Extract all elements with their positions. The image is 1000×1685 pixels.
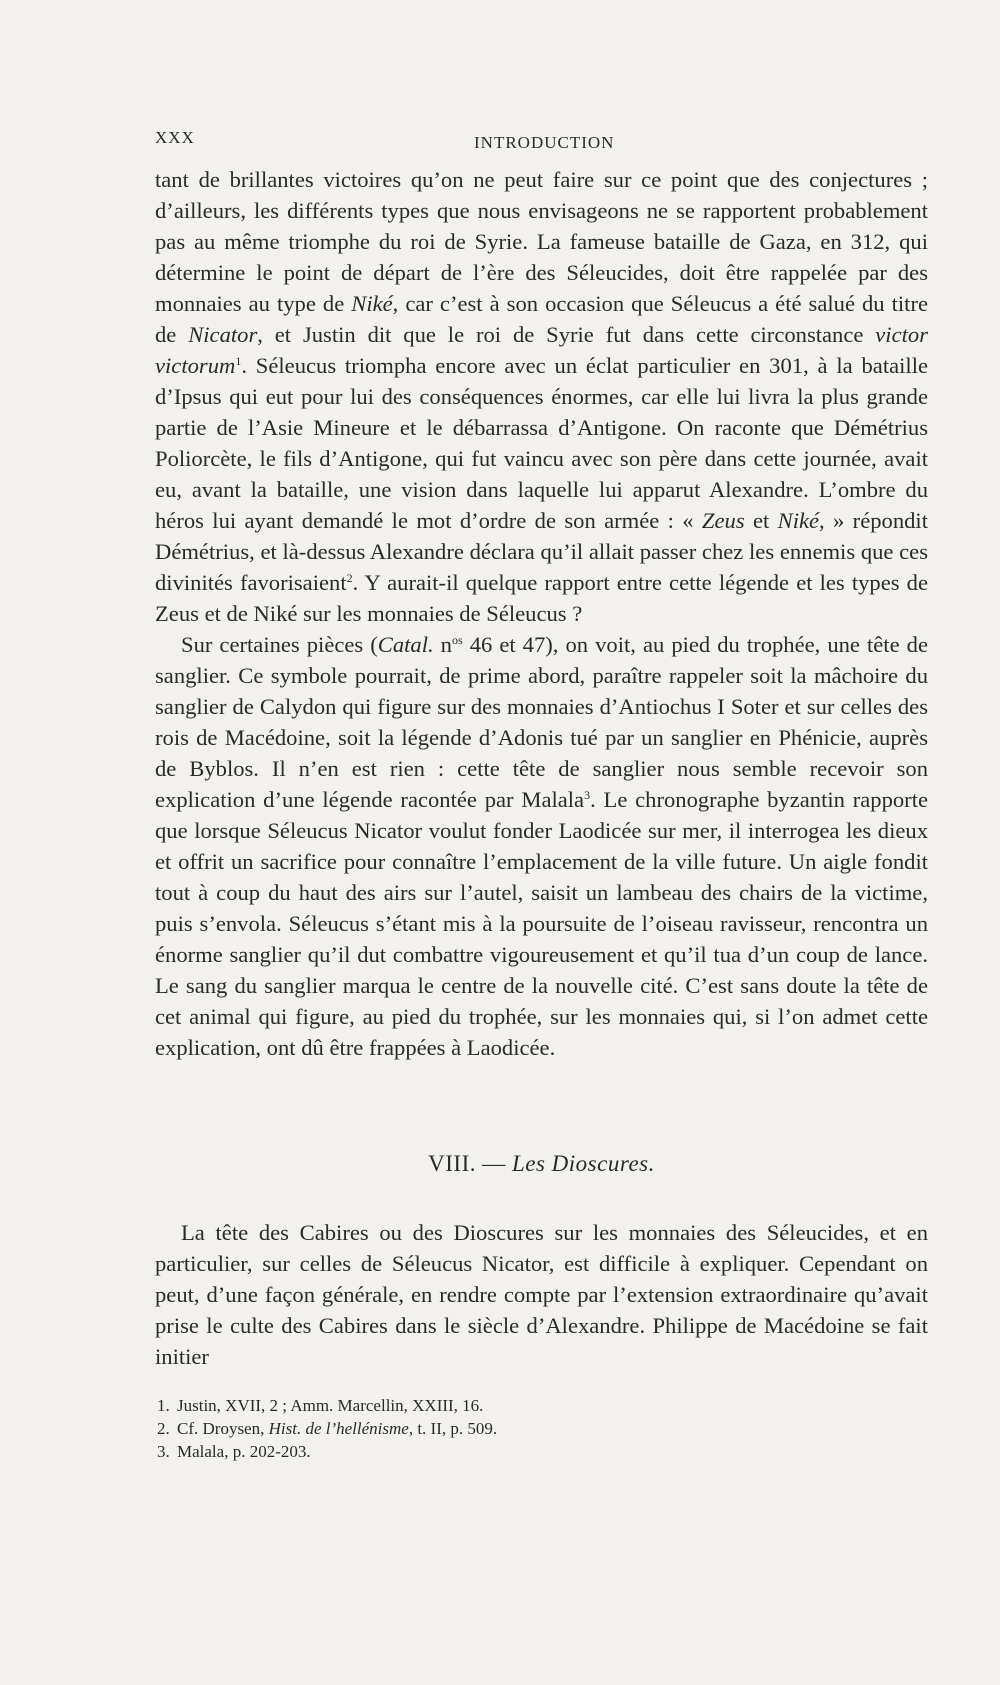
italic-term: Niké bbox=[351, 291, 393, 316]
footnote-number: 2. bbox=[157, 1419, 170, 1438]
footnote-ref-2[interactable]: 2 bbox=[346, 571, 353, 585]
italic-term: Nicator bbox=[188, 322, 258, 347]
footnote-text: Cf. Droysen, bbox=[177, 1419, 269, 1438]
footnote-ref-1[interactable]: 1 bbox=[235, 354, 242, 368]
paragraph-3: La tête des Cabires ou des Dioscures sur les monnaies des Séleucides, et en particulier, sur celles de Séleucus Nicator, est difficile à expliquer. Cependant on peut, d’une façon générale, en rendre compte par l’extension extraordinaire qu’avait prise le culte des Cabires dans le siècle d’Alexandre. Philippe de Macédoine se fait initier bbox=[155, 1220, 928, 1369]
paragraph-1 bbox=[155, 164, 928, 629]
running-head: INTRODUCTION bbox=[474, 133, 615, 152]
text-span: et bbox=[744, 508, 778, 533]
text-span: 46 et 47), on voit, au pied du trophée, une tête de sanglier. Ce symbole pourrait, de prime abord, paraître rappeler soit la mâchoire du sanglier de Calydon qui figure sur des monnaies d’Antiochus I Soter et sur celles des rois de Macédoine, soit la légende d’Adonis tué par un sanglier en Phénicie, auprès de Byblos. Il n’en est rien : cette tête de sanglier nous semble recevoir son explication d’une légende racontée par Malala bbox=[155, 632, 928, 812]
footnotes bbox=[155, 1394, 928, 1463]
footnote-text: , t. II, p. 509. bbox=[408, 1419, 498, 1438]
footnote-number: 3. bbox=[157, 1442, 170, 1461]
text-span: , et Justin dit que le roi de Syrie fut dans cette circonstance bbox=[257, 322, 876, 347]
footnote-number: 1. bbox=[157, 1396, 170, 1415]
paragraph-2 bbox=[155, 629, 928, 1063]
superscript: os bbox=[451, 633, 463, 647]
section-number: VIII. — bbox=[428, 1151, 512, 1176]
text-span: , car c’est à son occasion que Séleucus a été salué du titre de bbox=[155, 291, 928, 347]
text-span: . Le chronographe byzantin rapporte que lorsque Séleucus Nicator voulut fonder Laodicée sur mer, il interrogea les dieux et offrit un sacrifice pour connaître l’emplacement de la ville future. Un aigle fondit tout à coup du haut des airs sur l’autel, saisit un lambeau des chairs de la victime, puis s’envola. Séleucus s’étant mis à la poursuite de l’oiseau ravisseur, rencontra un énorme sanglier qu’il dut combattre vigoureusement et qu’il tua d’un coup de lance. Le sang du sanglier marqua le centre de la nouvelle cité. C’est sans doute la tête de cet animal qui figure, au pied du trophée, sur les monnaies qui, si l’on admet cette explication, ont dû être frappées à Laodicée. bbox=[155, 787, 928, 1060]
text-span: tant de brillantes victoires qu’on ne peut faire sur ce point que des conjectures ; d’ailleurs, les différents types que nous envisageons ne se rapportent probablement pas au même triomphe du roi de Syrie. La fameuse bataille de Gaza, en 312, qui détermine le point de départ de l’ère des Séleucides, doit être rappelée par des monnaies au type de bbox=[155, 167, 928, 316]
text-span: n bbox=[433, 632, 452, 657]
page-header bbox=[155, 128, 928, 158]
italic-term: Zeus bbox=[701, 508, 745, 533]
footnote-italic: Hist. de l’hellénisme bbox=[268, 1419, 409, 1438]
footnote-2 bbox=[157, 1417, 928, 1440]
section-title: Les Dioscures. bbox=[511, 1151, 655, 1176]
italic-term: Catal. bbox=[377, 632, 434, 657]
footnote-3 bbox=[157, 1440, 928, 1463]
page-number: XXX bbox=[155, 128, 195, 147]
text-span: , » répondit Démétrius, et là-dessus Alexandre déclara qu’il allait passer chez les ennemis que ces divinités favorisaient bbox=[155, 508, 928, 595]
footnote-1 bbox=[157, 1394, 928, 1417]
italic-term: Niké bbox=[777, 508, 820, 533]
section-heading bbox=[155, 1151, 928, 1177]
text-span: . Y aurait-il quelque rapport entre cette légende et les types de Zeus et de Niké sur les monnaies de Séleucus ? bbox=[155, 570, 928, 626]
text-span: . Séleucus triompha encore avec un éclat particulier en 301, à la bataille d’Ipsus qui eut pour lui des conséquences énormes, car elle lui livra la plus grande partie de l’Asie Mineure et le débarrassa d’Antigone. On raconte que Démétrius Poliorcète, le fils d’Antigone, qui fut vaincu avec son père dans cette journée, avait eu, avant la bataille, une vision dans laquelle lui apparut Alexandre. L’ombre du héros lui ayant demandé le mot d’ordre de son armée : « bbox=[155, 353, 928, 533]
footnote-text: Malala, p. 202-203. bbox=[177, 1442, 311, 1461]
text-span: Sur certaines pièces ( bbox=[181, 632, 378, 657]
footnote-text: Justin, XVII, 2 ; Amm. Marcellin, XXIII, 16. bbox=[177, 1396, 484, 1415]
italic-term: victor victorum bbox=[155, 322, 928, 378]
footnote-ref-3[interactable]: 3 bbox=[584, 788, 591, 802]
page bbox=[155, 128, 928, 1463]
